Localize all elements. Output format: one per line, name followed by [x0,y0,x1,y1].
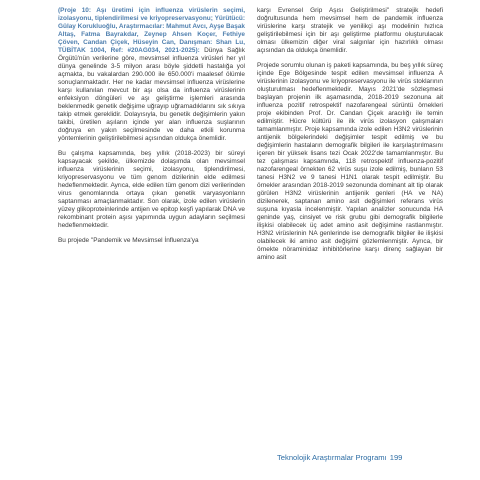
paragraph-project-intro [58,7,245,143]
paragraph-project-goal-start: Bu projede "Pandemik ve Mevsimsel İnfluenza'ya [58,237,199,245]
paragraph-project-goal-end: karşı Evrensel Grip Aşısı Geliştirilmesi" stratejik hedefi doğrultusunda hem mevsimsel hem de pandemik influenza virüslerine karşı stratejik ve yenilikçi aşı modelinin hızlıca geliştirilebilmesi için bir aşı geliştirme platformu oluşturulacak olması ülkemizin diğer viral salgınlar için hazırlıklı olması açısından da oldukça önemlidir. [257,7,443,55]
page-number: 199 [389,453,403,462]
project-intro-text: Dünya Sağlık Örgütü'nün verilerine göre, mevsimsel influenza virüsleri her yıl dünya genelinde 3-5 milyon arası böyle şiddetli hastalığa yol açmakta, bu vakalardan 290.000 ile 650.000'i maalesef ölümle sonuçlanmaktadır. Her ne kadar mevsimsel influenza virüslerine karşı kullanılan mevcut bir aşı olsa da influenza virüslerinin enfeksiyon döngüleri ve aşı geliştirme işlemleri arasında beklenmedik genetik değişime uğrayıp uğramadıklarını sık sıkıya takip etmek gereklidir. Dolayısıyla, bu genetik değişimlerin yakın takibi, üretilen aşıların içinde yer alan influenza suşlarının doğruya en yakın seçilmesinde ve daha etkili korunma yöntemlerinin geliştirilebilmesi açısından oldukça önemlidir. [58,47,245,143]
footer-title: Teknolojik Araştırmalar Programı [277,453,387,462]
right-column [257,7,443,269]
left-column [58,7,245,252]
page-footer [277,453,402,462]
paragraph-study-scope: Bu çalışma kapsamında, beş yıllık (2018-2023) bir süreyi kapsayacak şekilde, ülkemizde dolaşımda olan mevsimsel influenza virüslerinin seçimi, izolasyonu, tiplendirilmesi, kriyopreservasyonu ve tüm genom dizilerinin elde edilmesi hedeflenmektedir. Ayrıca, elde edilen tüm genom dizi verilerinden virus genomlarında ortaya çıkan genetik varyasyonların saptanması amaçlanmaktadır. Son olarak, izole edilen virüslerin yüzey glikoproteinlerinde antijen ve epitop keşfi yapılarak DNA ve rekombinant protein aşısı yapımında uygun adayların seçilmesi hedeflenmektedir. [58,150,245,230]
paragraph-work-package: Projede sorumlu olunan iş paketi kapsamında, bu beş yıllık süreç içinde Ege Bölgesinde tespit edilen mevsimsel influenza A virüslerinin izolasyonu ve kriyopreservasyonu ile virüs stoklarının oluşturulması hedeflenmektedir. Mayıs 2021'de sözleşmesi başlayan projenin ilk aşamasında, 2018-2019 sezonuna ait influenza pozitif retrospektif nazofarengeal sürüntü örnekleri proje ekibinden Prof. Dr. Candan Çiçek aracılığı ile temin edilmiştir. Hücre kültürü ile ilk virüs izolasyon çalışmaları tamamlanmıştır. Proje kapsamında izole edilen H3N2 virüslerinin antijenik bölgelerindeki değişimler tespit edilmiş ve bu değişimlerin hastaların demografik bilgileri ile karşılaştırılmasını içeren bir yüksek lisans tezi Ocak 2022'de tamamlanmıştır. Bu tez çalışması kapsamında, 118 retrospektif influenza-pozitif nazofarengeal örnekten 62 virüs suşu izole edilmiş, bunların 53 tanesi H3N2 ve 9 tanesi H1N1 olarak tespit edilmiştir. Bu örnekler arasından 2018-2019 sezonunda dominant alt tip olarak görülen H3N2 virüslerinin antijenik genleri (HA ve NA) dizilenerek, saptanan amino asit değişimleri referans virüs suşuna kıyasla incelenmiştir. Yapılan analizler sonucunda HA geninde yaş, cinsiyet ve risk grubu gibi demografik bilgilerle ilişkisi olabilecek üç adet amino asit değişimine rastlanmıştır. H3N2 virüslerinin NA genlerinde ise demografik bilgiler ile ilişkisi olabilecek iki amino asit değişimi gözlemlenmiştir. Ayrıca, bir örnekte nöraminidaz inhibitörlerine karşı direnç sağlayan bir amino asit [257,62,443,262]
project-header: (Proje 10: Aşı üretimi için influenza virüslerin seçimi, izolasyonu, tiplendirilmesi ve kriyopreservasyonu; Yürütücü: Gülay Korukluoğlu, Araştırmacılar: Mahmut Avcı, Ayşe Başak Altaş, Fatma Bayrakdar, Zeynep Ahsen Koçer, Fethiye Çöven, Candan Çiçek, Hüseyin Can, Danışman: Shan Lu, TÜBİTAK 1004, Ref: #20AG034, 2021-2025): [58,7,245,55]
